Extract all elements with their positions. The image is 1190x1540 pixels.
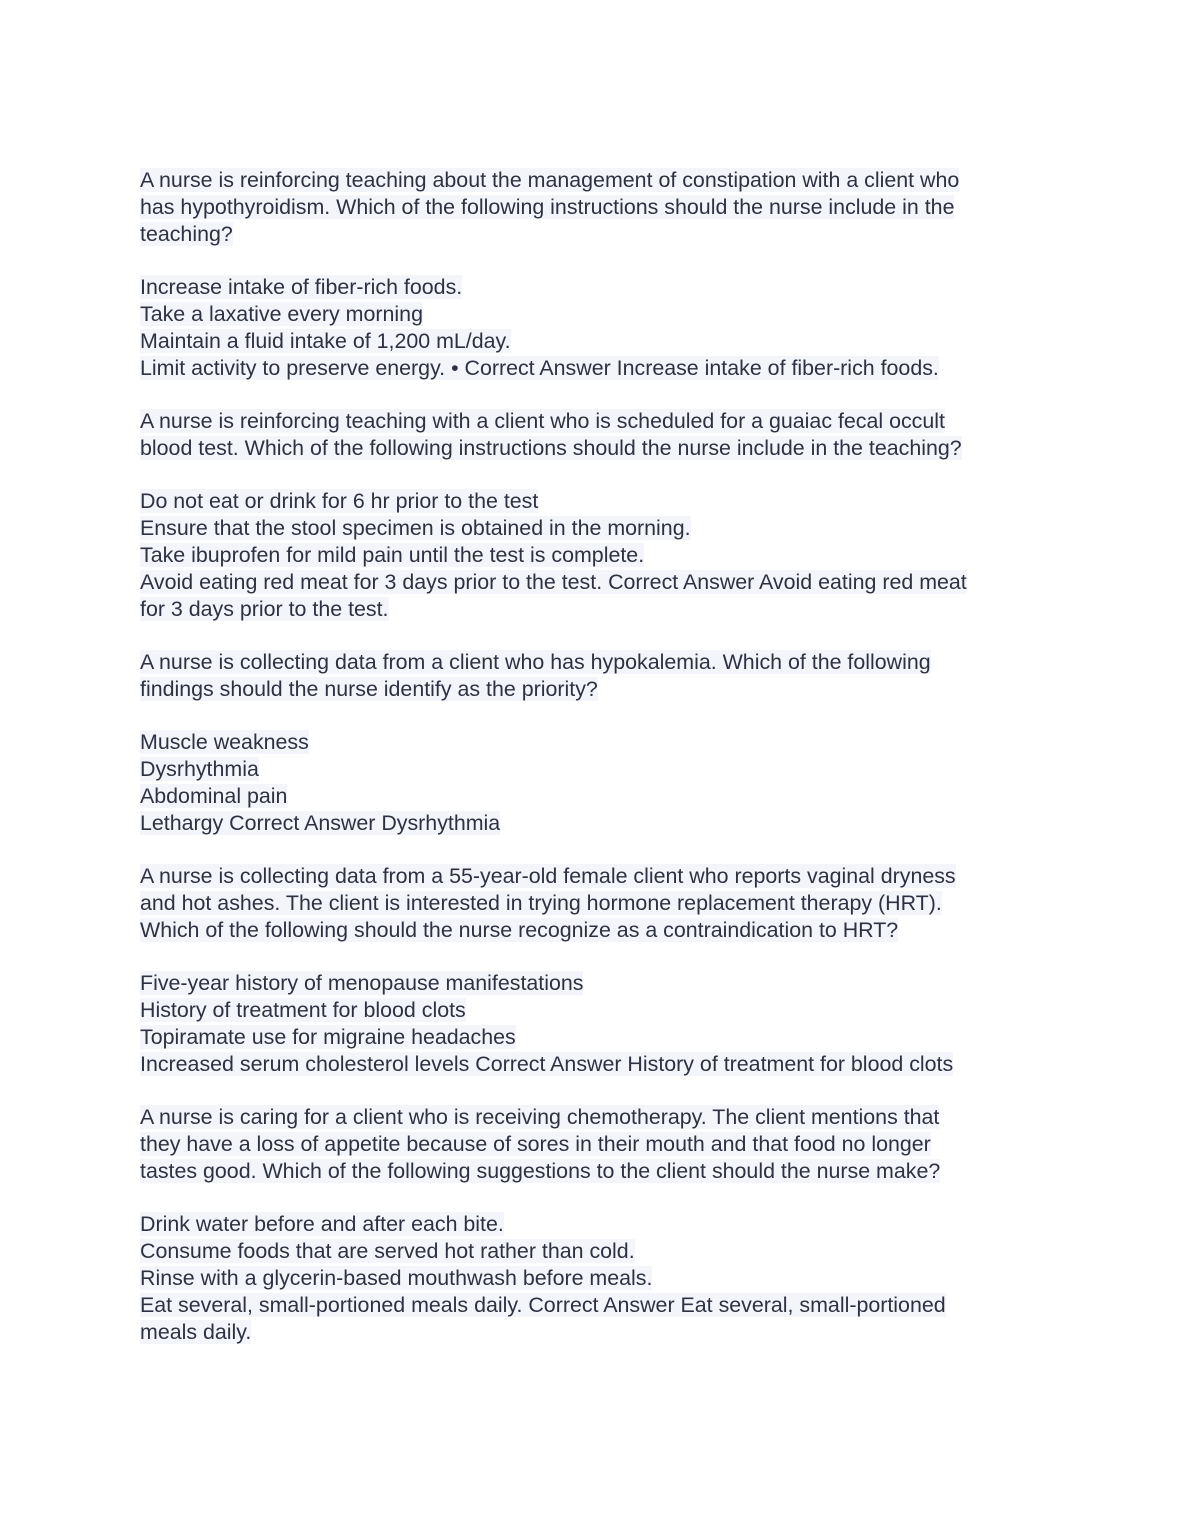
- question-block: [140, 863, 1060, 1078]
- answer-option: Increase intake of fiber-rich foods.: [140, 275, 463, 299]
- answer-option: History of treatment for blood clots: [140, 998, 466, 1022]
- question-block: [140, 167, 1060, 382]
- answer-option: Ensure that the stool specimen is obtained in the morning.: [140, 516, 691, 540]
- answer-option-with-correct-answer: Avoid eating red meat for 3 days prior to the test. Correct Answer Avoid eating red meat: [140, 570, 967, 594]
- question-stem-line: has hypothyroidism. Which of the following instructions should the nurse include in the: [140, 195, 955, 219]
- question-stem-line: and hot ashes. The client is interested in trying hormone replacement therapy (HRT).: [140, 891, 942, 915]
- answer-option: Do not eat or drink for 6 hr prior to the test: [140, 489, 539, 513]
- answer-option: Dysrhythmia: [140, 757, 259, 781]
- question-stem-line: A nurse is collecting data from a client who has hypokalemia. Which of the following: [140, 650, 931, 674]
- question-block: [140, 1104, 1060, 1346]
- question-stem-line: blood test. Which of the following instructions should the nurse include in the teaching?: [140, 436, 962, 460]
- answer-option: Drink water before and after each bite.: [140, 1212, 504, 1236]
- question-stem-line: findings should the nurse identify as the priority?: [140, 677, 598, 701]
- question-stem-line: Which of the following should the nurse recognize as a contraindication to HRT?: [140, 918, 899, 942]
- answer-option: Muscle weakness: [140, 730, 309, 754]
- answer-option-with-correct-answer: Lethargy Correct Answer Dysrhythmia: [140, 811, 501, 835]
- answer-option-continuation: for 3 days prior to the test.: [140, 597, 389, 621]
- question-stem-line: tastes good. Which of the following suggestions to the client should the nurse make?: [140, 1159, 941, 1183]
- answer-option: Maintain a fluid intake of 1,200 mL/day.: [140, 329, 511, 353]
- answer-option: Take ibuprofen for mild pain until the test is complete.: [140, 543, 645, 567]
- question-stem-line: A nurse is collecting data from a 55-year-old female client who reports vaginal dryness: [140, 864, 956, 888]
- question-stem-line: A nurse is caring for a client who is receiving chemotherapy. The client mentions that: [140, 1105, 940, 1129]
- answer-option: Consume foods that are served hot rather than cold.: [140, 1239, 635, 1263]
- question-stem-line: A nurse is reinforcing teaching about the management of constipation with a client who: [140, 168, 960, 192]
- answer-option: Five-year history of menopause manifestations: [140, 971, 584, 995]
- answer-option-with-correct-answer: Eat several, small-portioned meals daily. Correct Answer Eat several, small-portioned: [140, 1293, 946, 1317]
- answer-option: Abdominal pain: [140, 784, 288, 808]
- document-page: [140, 167, 1060, 1346]
- answer-option: Rinse with a glycerin-based mouthwash before meals.: [140, 1266, 653, 1290]
- answer-option-with-correct-answer: Limit activity to preserve energy. • Correct Answer Increase intake of fiber-rich foods.: [140, 356, 939, 380]
- question-block: [140, 649, 1060, 837]
- question-stem-line: teaching?: [140, 222, 233, 246]
- answer-option-continuation: meals daily.: [140, 1320, 252, 1344]
- question-stem-line: they have a loss of appetite because of sores in their mouth and that food no longer: [140, 1132, 931, 1156]
- answer-option: Topiramate use for migraine headaches: [140, 1025, 516, 1049]
- answer-option-with-correct-answer: Increased serum cholesterol levels Correct Answer History of treatment for blood clots: [140, 1052, 954, 1076]
- answer-option: Take a laxative every morning: [140, 302, 423, 326]
- question-stem-line: A nurse is reinforcing teaching with a client who is scheduled for a guaiac fecal occult: [140, 409, 945, 433]
- question-block: [140, 408, 1060, 623]
